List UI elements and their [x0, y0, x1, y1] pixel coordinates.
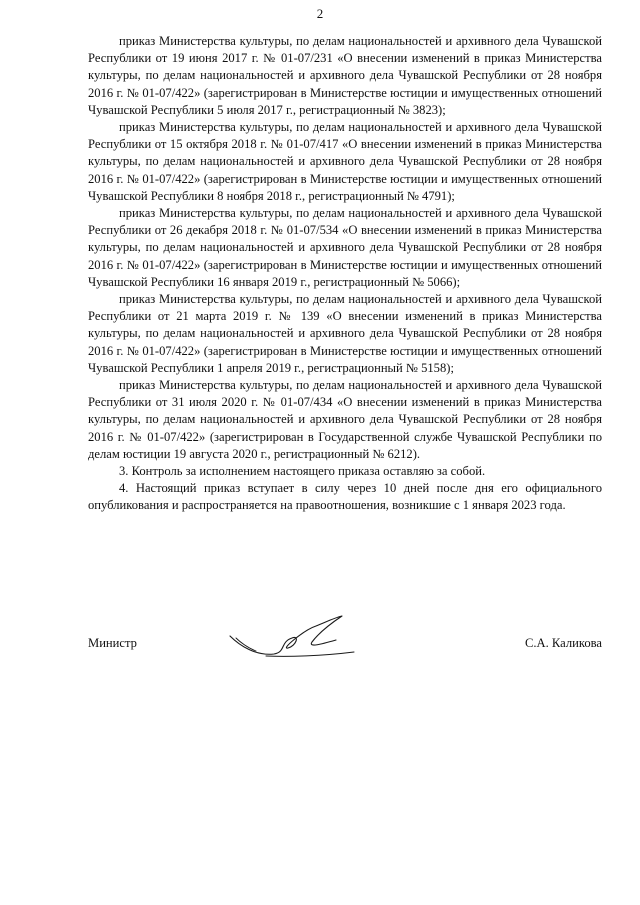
paragraph-item-3: 3. Контроль за исполнением настоящего приказа оставляю за собой.	[119, 464, 486, 479]
paragraph-order-2017: приказ Министерства культуры, по делам национальностей и архивного дела Чувашской Республики от 19 июня 2017 г. № 01-07/231 «О внесении изменений в приказ Министерства культуры, по делам национальностей и архивного дела Чувашской Республики от 28 ноября 2016 г. № 01-07/422» (зарегистрирован в Министерстве юстиции и имущественных отношений Чувашской Республики 5 июля 2017 г., регистрационный № 3823);	[88, 34, 602, 117]
signatory-name: С.А. Каликова	[524, 636, 602, 650]
paragraph-order-2019: приказ Министерства культуры, по делам национальностей и архивного дела Чувашской Республики от 21 марта 2019 г. № 139 «О внесении изменений в приказ Министерства культуры, по делам национальностей и архивного дела Чувашской Республики от 28 ноября 2016 г. № 01-07/422» (зарегистрирован в Министерстве юстиции и имущественных отношений Чувашской Республики 1 апреля 2019 г., регистрационный № 5158);	[88, 292, 602, 375]
page-number: 2	[316, 6, 324, 21]
signatory-title: Министр	[88, 636, 137, 650]
document-body	[88, 33, 602, 515]
paragraph-order-2018-october: приказ Министерства культуры, по делам национальностей и архивного дела Чувашской Республики от 15 октября 2018 г. № 01-07/417 «О внесении изменений в приказ Министерства культуры, по делам национальностей и архивного дела Чувашской Республики от 28 ноября 2016 г. № 01-07/422» (зарегистрирован в Министерстве юстиции и имущественных отношений Чувашской Республики 8 ноября 2018 г., регистрационный № 4791);	[88, 120, 602, 203]
signature-block	[88, 636, 602, 676]
paragraph-item-4: 4. Настоящий приказ вступает в силу через 10 дней после дня его официального опубликования и распространяется на правоотношения, возникшие с 1 января 2023 года.	[88, 481, 602, 513]
paragraph-order-2020: приказ Министерства культуры, по делам национальностей и архивного дела Чувашской Республики от 31 июля 2020 г. № 01-07/434 «О внесении изменений в приказ Министерства культуры, по делам национальностей и архивного дела Чувашской Республики от 28 ноября 2016 г. № 01-07/422» (зарегистрирован в Государственной службе Чувашской Республики по делам юстиции 19 августа 2020 г., регистрационный № 6212).	[88, 378, 602, 461]
paragraph-order-2018-december: приказ Министерства культуры, по делам национальностей и архивного дела Чувашской Республики от 26 декабря 2018 г. № 01-07/534 «О внесении изменений в приказ Министерства культуры, по делам национальностей и архивного дела Чувашской Республики от 28 ноября 2016 г. № 01-07/422» (зарегистрирован в Министерстве юстиции и имущественных отношений Чувашской Республики 16 января 2019 г., регистрационный № 5066);	[88, 206, 602, 289]
